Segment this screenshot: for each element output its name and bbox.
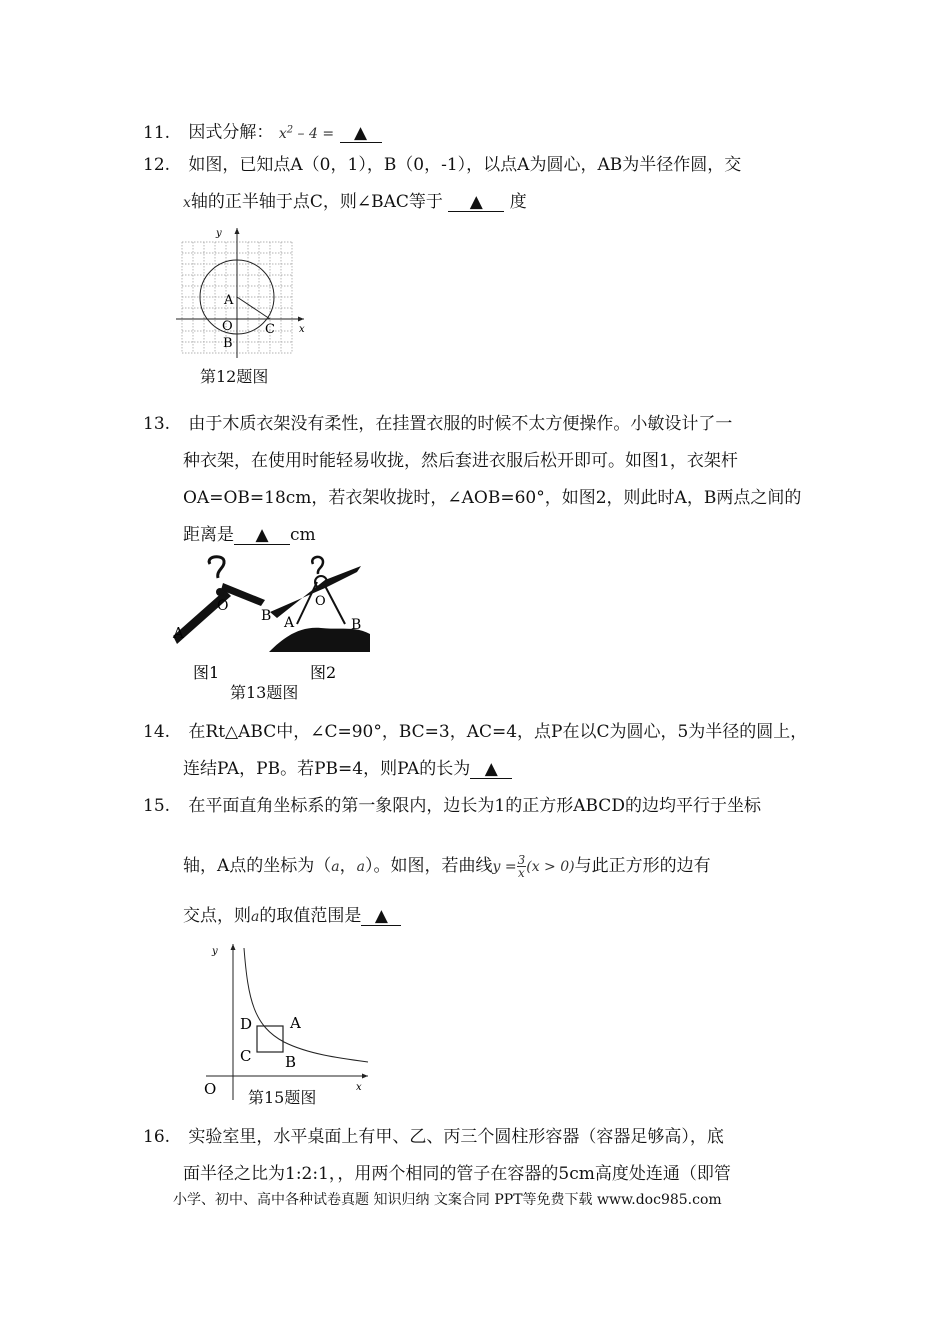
question-12-line2: [183, 192, 527, 213]
question-text-line1: 在Rt△ABC中，∠C=90°，BC=3，AC=4，点P在以C为圆心，5为半径的圆上，: [188, 722, 808, 742]
math-expression: $x^2 - 4$ =: [278, 124, 335, 142]
y-axis-arrow: [235, 228, 240, 234]
question-number: 13.: [143, 414, 171, 434]
question-13-line3: OA=OB=18cm，若衣架收拢时，∠AOB=60°，如图2，则此时A，B两点之间的: [183, 488, 802, 508]
fraction: $\frac{3}{x}$: [517, 853, 526, 880]
question-15-line2: [183, 854, 711, 879]
question-number: 11.: [143, 122, 171, 143]
math-variable: a: [251, 909, 260, 925]
question-text-line1: 由于木质衣架没有柔性，在挂置衣服的时候不太方便操作。小敏设计了一: [188, 414, 733, 434]
fig1-point-A-label: A: [173, 624, 184, 642]
math-expression: y =: [492, 859, 517, 875]
axis-y-label: y: [216, 228, 222, 239]
figure-13-caption: 第13题图: [230, 683, 299, 702]
question-text-line2c: 与此正方形的边有: [574, 856, 711, 876]
question-text-line1: 如图，已知点A（0，1），B（0，-1），以点A为圆心，AB为半径作圆，交: [188, 155, 742, 175]
question-14-line2: [183, 759, 512, 779]
point-D-label: D: [240, 1015, 253, 1033]
question-text-line4: 距离是: [183, 525, 234, 545]
question-text-line2: 轴的正半轴于点C，则∠BAC等于: [190, 192, 443, 212]
question-12: [143, 155, 741, 175]
axis-y-label: y: [212, 946, 218, 957]
math-variable: a: [331, 859, 340, 875]
figure-15-caption: 第15题图: [248, 1088, 317, 1107]
fig2-point-O-label: O: [315, 594, 326, 609]
figure-13: [165, 552, 380, 692]
fig1-point-O-label: O: [217, 598, 229, 614]
point-A-label: A: [224, 293, 234, 308]
question-number: 16.: [143, 1127, 171, 1147]
point-B-label: B: [285, 1053, 297, 1071]
question-text-line1: 在平面直角坐标系的第一象限内，边长为1的正方形ABCD的边均平行于坐标: [188, 796, 761, 816]
fig1-point-B-label: B: [261, 608, 272, 624]
math-variable: a: [356, 859, 365, 875]
unit-text: 度: [509, 192, 527, 212]
question-text-line3b: 的取值范围是: [259, 906, 362, 926]
x-axis-arrow: [298, 317, 304, 322]
answer-blank: ▲: [361, 907, 401, 926]
point-C-label: C: [240, 1047, 252, 1065]
point-O-label: O: [222, 319, 233, 334]
origin-O-label: O: [204, 1080, 217, 1098]
point-B-label: B: [223, 336, 233, 351]
answer-blank: ▲: [340, 124, 382, 143]
segment-AC: [237, 297, 270, 319]
y-axis-arrow: [231, 944, 236, 950]
question-14: [143, 722, 807, 742]
question-15: [143, 796, 761, 816]
question-11: [143, 120, 382, 144]
question-text-line2b: ）。如图，若曲线: [365, 856, 493, 876]
math-variable: x: [183, 195, 191, 211]
question-text: 因式分解：: [188, 122, 274, 143]
question-text-line2a: 轴，A点的坐标为（: [183, 856, 332, 876]
question-13: [143, 414, 732, 434]
question-16-line2: 面半径之比为1:2:1，，用两个相同的管子在容器的5cm高度处连通（即管: [183, 1164, 731, 1184]
figure-12: [170, 220, 315, 360]
question-13-line2: 种衣架，在使用时能轻易收拢，然后套进衣服后松开即可。如图1，衣架杆: [183, 451, 738, 471]
question-number: 14.: [143, 722, 171, 742]
unit-text: cm: [290, 525, 316, 545]
question-16: [143, 1127, 724, 1147]
axis-x-label: x: [356, 1082, 362, 1093]
answer-blank: ▲: [234, 526, 290, 545]
point-A-label: A: [290, 1014, 301, 1032]
question-13-line4: [183, 525, 316, 545]
hyperbola-curve: [244, 948, 368, 1062]
x-axis-arrow: [362, 1074, 368, 1079]
separator: ，: [339, 856, 357, 876]
fig1-caption: 图1: [193, 663, 220, 682]
question-text-line2: 连结PA，PB。若PB=4，则PA的长为: [183, 759, 471, 779]
figure-12-caption: 第12题图: [200, 367, 269, 386]
answer-blank: ▲: [448, 193, 504, 212]
question-15-line3: [183, 906, 401, 927]
question-number: 12.: [143, 155, 171, 175]
question-number: 15.: [143, 796, 171, 816]
fig2-point-B-label: B: [351, 617, 362, 633]
math-condition: (x > 0): [526, 859, 575, 875]
question-text-line1: 实验室里，水平桌面上有甲、乙、丙三个圆柱形容器（容器足够高），底: [188, 1127, 724, 1147]
axis-x-label: x: [299, 324, 305, 335]
fig2-point-A-label: A: [284, 615, 295, 631]
point-C-label: C: [265, 322, 275, 337]
question-text-line3a: 交点，则: [183, 906, 251, 926]
page-footer: 小学、初中、高中各种试卷真题 知识归纳 文案合同 PPT等免费下载 www.doc985.com: [173, 1192, 722, 1208]
answer-blank: ▲: [470, 760, 512, 779]
fig2-caption: 图2: [310, 663, 337, 682]
